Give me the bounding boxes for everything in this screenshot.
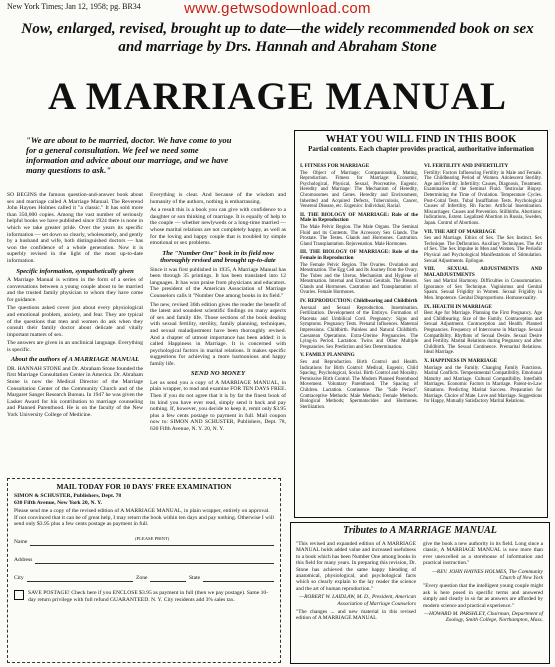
state-label: State bbox=[188, 575, 201, 582]
col1-paragraph: A Marriage Manual is written in the form of a series of conversations between a young couple about to be married and the trusted family physician to whom they have come for guidance. bbox=[7, 276, 143, 303]
chapter-text: Sex and Marital Harmony. Difficulties in Consummation. Ignorance of Sex Technique. Vaginismus and Genital Spasm. Sexual Frigidity in Women. Sexual Frigidity in Men. Impotence. Genital Disproportions. Homosexuality. bbox=[424, 279, 542, 302]
col2-paragraph: Let us send you a copy of A MARRIAGE MANUAL, in plain wrapper, to read and examine FOR TEN DAYS FREE. Then if you do not agree that it is by far the finest book of its kind you have ever read, simply send it back and pay nothing. If, however, you decide to keep it, remit only $3.95 plus a few cents postage to payment in full. Mail coupon now to: SIMON AND SCHUSTER, Publishers, Dept. 78, 630 Fifth Avenue, N. Y. 20, N. Y. bbox=[150, 379, 286, 433]
name-field[interactable] bbox=[30, 536, 274, 546]
name-hint: (PLEASE PRINT) bbox=[135, 535, 170, 541]
chapter-heading: I. FITNESS FOR MARRIAGE bbox=[300, 163, 370, 169]
zone-label: Zone bbox=[135, 575, 148, 582]
chapter-heading: VII. THE ART OF MARRIAGE bbox=[424, 228, 496, 235]
col2-paragraph: The new, revised 36th edition gives the reader the benefit of the latest and soundest scientific findings on many aspects of sex and family life. Those sections of the book dealing with sexual fertility, sterility, family planning, techniques, and sexual maladjustment have been thoroughly revised. And a chapter of utmost importance has been added: it is called Happiness in Marriage. It is concerned with psychological factors in marital relations. It makes specific suggestions for achieving a more harmonious and happy family life. bbox=[150, 301, 286, 367]
chapter-text: Sex and Reproduction. Birth Control and Health. Indications for Birth Control: Medical, Eugenic, Child Spacing, Psychological, Social. Birth Control and Morality. Permissive Birth Control. The Modern Planned Parenthood Movement. Voluntary Parenthood. The Spacing of Children. Lactation. Continence. The "Safe Period". Contraceptive Methods: Male Methods; Female Methods. Biological Methods; Spermatocides and Hormones. Sterilization. bbox=[300, 360, 418, 410]
col2-paragraph: Since it was first published in 1935, A Marriage Manual has been through 35 printings. It has been translated into 12 languages. It has won praise from physicians and educators. The president of the American Association of Marriage Counselors calls it "Number One among books in its field." bbox=[150, 266, 286, 299]
watermark-url: www.getwsodownload.com bbox=[184, 0, 371, 17]
coupon-body: Please send me a copy of the revised edition of A MARRIAGE MANUAL, in plain wrapper, entirely on approval. If not convinced that it can be of great help, I may return the book within ten days and pay nothing. Otherwise I will send only $3.95 plus a few cents postage as payment in full. bbox=[14, 508, 274, 528]
headline: Now, enlarged, revised, brought up to date—the widely recommended book on sex and marriage by Drs. Hannah and Abraham Stone bbox=[21, 20, 534, 55]
order-coupon bbox=[7, 478, 281, 663]
chapter-heading: VI. FERTILITY AND INFERTILITY bbox=[424, 163, 509, 169]
tribute-attribution: —ROBERT W. LAIDLAW, M. D., President, American Association of Marriage Counselors bbox=[299, 594, 416, 607]
col1-paragraph: SO BEGINS the famous question-and-answer book about sex and marriage called A Marriage Manual. The Reverend John Haynes Holmes called it "a classic." It has sold more than 350,000 copies. Among the vast number of seriously helpful books we have published since 1924 there is none in which we take greater pride. Over the years its specific information — set down so clearly, wholesomely, and gently by a husband and wife, both distinguished doctors — has won the confidence of a whole generation. Now it is superbly revised in the light of the most up-to-date information. bbox=[7, 192, 143, 264]
coupon-heading: MAIL TODAY FOR 10 DAYS' FREE EXAMINATION bbox=[56, 482, 232, 491]
col2-subheading: The "Number One" book in its field now thoroughly revised and brought up-to-date bbox=[160, 249, 276, 265]
tributes-box bbox=[290, 522, 550, 664]
chapter-text: The Object of Marriage; Companionship, Mating, Reproduction. Fitness for Marriage: Economic, Psychological, Physical, Sexual, Procreative, Eugenic. Heredity and Marriage: The Mechanism of Heredity, Chromosomes and Genes. Heredity and Environment, Inherited and Acquired Defects, Tuberculosis, Cancer, Venereal Disease, etc. Eugenics: Individual, Racial. bbox=[300, 170, 418, 210]
chapter-text: Best Age for Marriage. Planning the First Pregnancy. Age and Childbearing. Size of the Family. Contraception and Sexual Adjustment. Contraception and Health. Planned Pregnancies. Frequency of Intercourse in Marriage. Sexual Compatibility. Rhythms of Sexual Desire. Sexual Desire and Fertility. Marital Relations during Pregnancy and after Childbirth. The Sexual Continence. Premarital Relations. Ideal Marriage. bbox=[424, 311, 542, 356]
article-column-2 bbox=[150, 192, 286, 435]
col2-paragraph: Everything is clear. And because of the wisdom and humanity of the authors, nothing is embarrassing. bbox=[150, 192, 286, 205]
state-field[interactable] bbox=[203, 572, 274, 582]
save-postage-checkbox[interactable] bbox=[14, 590, 24, 600]
source-citation: New York Times; Jan 12, 1958; pg. BR34 bbox=[7, 2, 141, 11]
chapter-heading: III. THE BIOLOGY OF MARRIAGE: Role of the Female in Reproduction bbox=[300, 249, 418, 261]
city-field[interactable] bbox=[27, 572, 133, 582]
col1-paragraph: The questions asked cover just about every physiological and emotional problem, anxiety, and fear. They are typical of the questions that men and women do ask when they consult their family doctor about delicate and vitally important matters of sex. bbox=[7, 305, 143, 338]
tributes-right-column bbox=[423, 541, 543, 626]
contents-box bbox=[294, 130, 548, 518]
name-label: Name bbox=[14, 539, 28, 546]
address-field[interactable] bbox=[35, 554, 274, 564]
chapter-text: The Female Pelvic Region. The Ovaries. Ovulation and Menstruation. The Egg Cell and Its Journey from the Ovary. The Tubes and the Uterus. Mechanism and Hygiene of Menstruation. Internal and External Genitals. The Breasts. Glands and Hormones. Castration and Transplantation of Ovaries. Female Hormones. bbox=[300, 262, 418, 296]
page-title: A MARRIAGE MANUAL bbox=[48, 75, 507, 118]
chapter-text: The Male Pelvic Region. The Male Organs. The Seminal Fluid and its Contents. The Accessory Sex Glands. The Prostate. The Testes. Glands and Hormones. Castration. Gland Transplantation. Rejuvenation. Male Hormones. bbox=[300, 224, 418, 247]
article-column-1 bbox=[7, 192, 143, 421]
chapter-heading: VIII. SEXUAL ADJUSTMENTS AND MALADJUSTMENTS bbox=[424, 266, 542, 278]
chapter-text: Asexual and Sexual Reproduction. Insemination. Fertilization. Development of the Embryo. Formation of Placenta and Umbilical Cord. Pregnancy: Signs and Symptoms. Pregnancy Tests. Prenatal Influences. Maternal Impressions. Childbirth. Painless and Natural Childbirth. Caesarean Operations. Extra-Uterine Pregnancies. The Lying-in Period. Lactation. Twins and Other Multiple Pregnancies. Sex Prediction and Sex Determination. bbox=[300, 305, 418, 350]
tributes-left-column bbox=[296, 541, 416, 624]
col1-subheading: Specific information, sympathetically given bbox=[16, 267, 134, 275]
address-label: Address bbox=[14, 557, 33, 564]
tributes-heading: Tributes to A MARRIAGE MANUAL bbox=[343, 525, 497, 536]
col1-paragraph: DR. HANNAH STONE and Dr. Abraham Stone founded the first Marriage Consultation Center in America. Dr. Abraham Stone is now the Medical Director of the Marriage Consultation Center of the Community Church and of the Margaret Sanger Research Bureau. In 1947 he was given the Lasker Award for his contribution to marriage counseling and Planned Parenthood. He is on the faculty of the New York University College of Medicine. bbox=[7, 365, 143, 419]
col1-paragraph: The answers are given in an unclinical language. Everything is specific. bbox=[7, 340, 143, 353]
tribute-quote: "The changes ... and new material in this revised edition of A MARRIAGE MANUAL bbox=[296, 609, 416, 622]
opening-quote: "We are about to be married, doctor. We have come to you for a general consultation. We feel we need some information and advice about our marriage, and we have many questions to ask." bbox=[26, 135, 232, 175]
save-postage-text: SAVE POSTAGE! Check here if you ENCLOSE $3.95 as payment in full (then we pay postage). Same 10-day return privilege with full refund GUARANTEED. N. Y. City residents add 3% sales tax. bbox=[28, 589, 269, 603]
chapter-heading: IX. HEALTH IN MARRIAGE bbox=[424, 303, 492, 310]
city-label: City bbox=[14, 575, 24, 582]
tribute-attribution: —REV. JOHN HAYNES HOLMES, The Community Church of New York bbox=[432, 568, 543, 582]
chapter-heading: X. HAPPINESS IN MARRIAGE bbox=[424, 358, 498, 364]
chapter-text: Fertility: Factors Influencing Fertility in Male and Female. The Childbearing Period of Women. Adolescent Sterility. Age and Fertility. Infertility: Causes, Diagnosis, Treatment. Examination of the Seminal Fluid. Testicular Biopsy. Determining the Time of Ovulation. Temperature Cycles. Post-Coital Tests. Tubal Insufflation Tests. Psychological Causes of Infertility. Rh Factor. Artificial Insemination. Miscarriages: Causes and Prevention. Stillbirths. Abortions: Indications, Extent. Legalized Abortion in Russia, Sweden, Japan. Control of Abortions. bbox=[424, 170, 542, 226]
chapter-heading: V. FAMILY PLANNING bbox=[300, 352, 355, 359]
tribute-quote: "This revised and expanded edition of A MARRIAGE MANUAL holds added value and increased usefulness to a book which has been Number One among books in this field for many years. In preparing this revision, Dr. Stone has achieved the same happy blending of anatomical, physiological, and psychological facts which so clearly explain to the lay reader the science and the art of human reproduction." bbox=[296, 541, 416, 592]
col2-paragraph: As a result this is a book you can give with confidence to a daughter or son thinking of marriage. It is equally of help to the couple — whether newlyweds or a long-time married — whose marital relations are not completely happy, as well as for the loving and happy couple that is troubled by simple emotional or sex problems. bbox=[150, 207, 286, 247]
contents-title: WHAT YOU WILL FIND IN THIS BOOK bbox=[325, 134, 517, 145]
chapter-heading: II. THE BIOLOGY OF MARRIAGE: Role of the Male in Reproduction bbox=[300, 211, 418, 224]
contents-left-column bbox=[300, 161, 418, 410]
chapter-text: Marriage and the Family. Changing Family Functions. Marital Conflicts. Temperamental Compatibility. Emotional Maturity and Marriage. Cultural Compatibility. Interfaith Marriages. Economic Factors in Marriage. Parent-in-Law Situations. Predicting Marital Success. Preparation for Marriage. Choice of Mate. Love and Marriage. Suggestions for Happy, Mutually Satisfactory Marital Relations. bbox=[424, 365, 542, 405]
tribute-attribution: —HOWARD M. PARSHLEY, Chairman, Department of Zoology, Smith College, Northampton, Mass. bbox=[424, 611, 543, 624]
contents-right-column bbox=[424, 161, 542, 405]
chapter-heading: IV. REPRODUCTION: Childbearing and Childbirth bbox=[300, 298, 418, 305]
tribute-quote: give the book a new authority in its field. Long since a classic, A MARRIAGE MANUAL is now more than ever unexcelled as a storehouse of information and practical instruction." bbox=[423, 541, 543, 567]
tribute-quote: "Every question that the intelligent young couple might ask is here posed in specific terms and answered simply and clearly in so far as answers are afforded by modern science and practical experience." bbox=[423, 583, 543, 609]
chapter-text: Sex and Marriage. Ethics of Sex. The Sex Instinct. Sex Technique. The Defloration. Auxiliary Techniques. The Art of Sex. The Sex Impulse in Men and Women. The Periodic Physical and Psychological Manifestations of Stimulation. Sexual Adjustments. Epilogue. bbox=[424, 236, 542, 264]
coupon-address: SIMON & SCHUSTER, Publishers, Dept. 78 630 Fifth Avenue, New York 20, N. Y. bbox=[14, 493, 122, 506]
col2-subheading: SEND NO MONEY bbox=[190, 370, 246, 378]
zone-field[interactable] bbox=[150, 572, 185, 582]
col1-subheading: About the authors of A MARRIAGE MANUAL bbox=[10, 356, 140, 364]
contents-subtitle: Partial contents. Each chapter provides practical, authoritative information bbox=[308, 145, 534, 153]
